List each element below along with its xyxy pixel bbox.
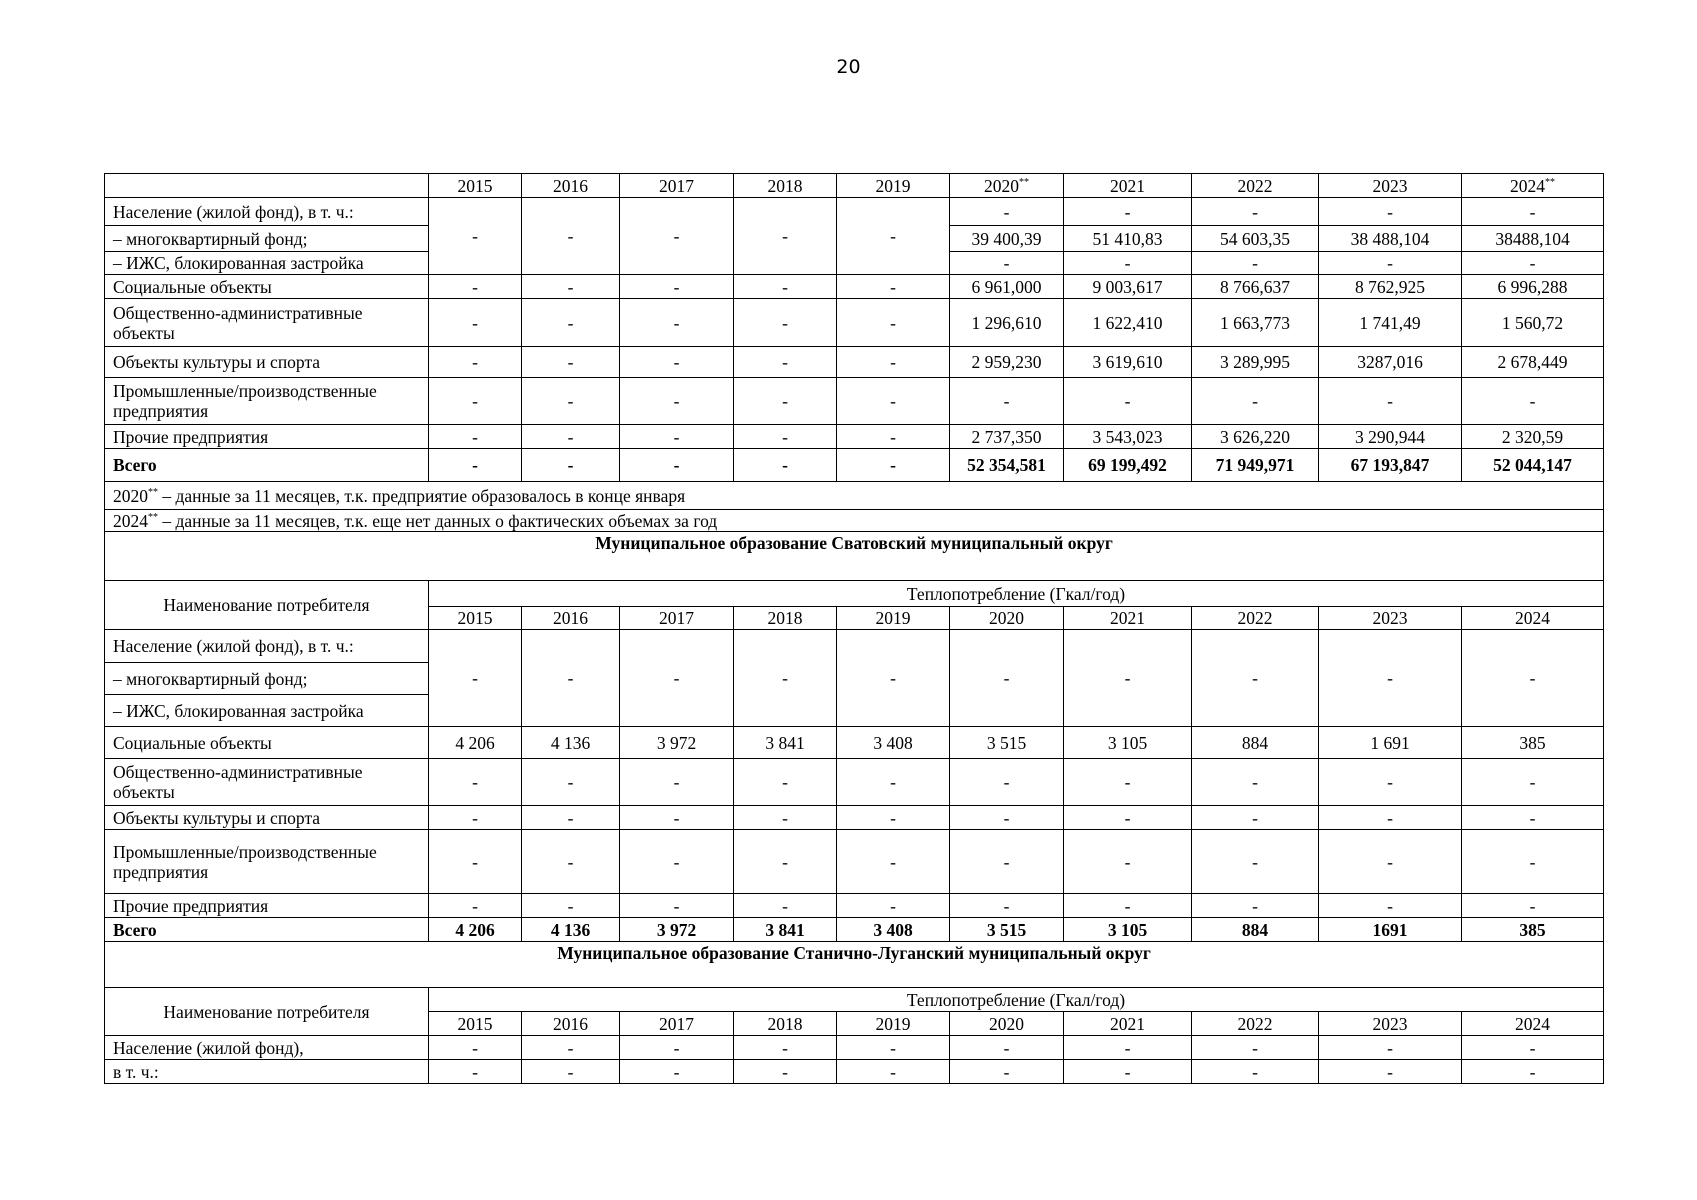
value-cell: - xyxy=(620,1036,734,1060)
value-cell: - xyxy=(620,299,734,347)
table-row xyxy=(105,299,1604,347)
value-cell: - xyxy=(950,1060,1064,1084)
footnote-marker: ** xyxy=(1545,176,1555,188)
value-cell: - xyxy=(734,198,837,275)
value-cell: - xyxy=(429,894,522,918)
value-cell: - xyxy=(620,449,734,482)
year-header xyxy=(1462,1012,1604,1036)
table-row xyxy=(105,830,1604,894)
year-header xyxy=(620,174,734,198)
year-label: 2016 xyxy=(553,1013,588,1034)
row-label: – многоквартирный фонд; xyxy=(105,226,429,252)
value-cell: 4 206 xyxy=(429,727,522,759)
value-cell: 52 044,147 xyxy=(1462,449,1604,482)
year-label: 2022 xyxy=(1237,1013,1273,1034)
value-cell: 38488,104 xyxy=(1462,226,1604,252)
value-cell: 1 296,610 xyxy=(950,299,1064,347)
value-cell: - xyxy=(837,806,950,830)
value-cell: - xyxy=(620,1060,734,1084)
value-cell: - xyxy=(1319,1036,1462,1060)
value-cell: 1 691 xyxy=(1319,727,1462,759)
value-cell: - xyxy=(1462,1060,1604,1084)
value-cell: - xyxy=(837,425,950,449)
value-cell: 38 488,104 xyxy=(1319,226,1462,252)
row-label: Объекты культуры и спорта xyxy=(105,806,429,830)
year-header xyxy=(1192,174,1319,198)
value-cell: - xyxy=(950,378,1064,425)
value-cell: - xyxy=(1064,198,1192,226)
value-cell: - xyxy=(429,1036,522,1060)
value-cell: 3 105 xyxy=(1064,727,1192,759)
value-cell: - xyxy=(429,806,522,830)
row-label: Население (жилой фонд), в т. ч.: xyxy=(105,630,429,663)
row-label: Социальные объекты xyxy=(105,727,429,759)
value-cell: 3 515 xyxy=(950,918,1064,942)
value-cell: - xyxy=(837,378,950,425)
value-cell: 4 206 xyxy=(429,918,522,942)
value-cell: - xyxy=(837,299,950,347)
value-cell: - xyxy=(620,378,734,425)
value-cell: 8 766,637 xyxy=(1192,275,1319,299)
year-header xyxy=(522,1012,620,1036)
year-label: 2019 xyxy=(875,608,911,628)
value-cell: - xyxy=(429,1060,522,1084)
value-cell: - xyxy=(1319,630,1462,727)
year-header xyxy=(1462,174,1604,198)
year-header xyxy=(1192,607,1319,630)
value-cell: - xyxy=(837,198,950,275)
value-cell: - xyxy=(837,449,950,482)
value-cell: 3 841 xyxy=(734,727,837,759)
year-label: 2022 xyxy=(1237,608,1273,628)
year-header xyxy=(950,607,1064,630)
value-cell: - xyxy=(1462,759,1604,806)
value-cell: - xyxy=(734,630,837,727)
value-cell: - xyxy=(522,299,620,347)
year-header xyxy=(620,1012,734,1036)
value-cell: - xyxy=(522,378,620,425)
row-label: в т. ч.: xyxy=(105,1060,429,1084)
table-row xyxy=(105,806,1604,830)
value-cell: - xyxy=(837,275,950,299)
value-cell: - xyxy=(1319,252,1462,275)
value-cell: - xyxy=(522,198,620,275)
value-cell: - xyxy=(429,299,522,347)
value-cell: 3 626,220 xyxy=(1192,425,1319,449)
table-row xyxy=(105,378,1604,425)
year-header xyxy=(1064,174,1192,198)
row-label: – ИЖС, блокированная застройка xyxy=(105,695,429,727)
value-cell: - xyxy=(1462,830,1604,894)
value-cell: - xyxy=(1192,378,1319,425)
section-title: Муниципальное образование Станично-Луганский муниципальный округ xyxy=(105,942,1604,988)
value-cell: - xyxy=(1192,806,1319,830)
year-header xyxy=(1319,1012,1462,1036)
value-cell: - xyxy=(1319,198,1462,226)
value-cell: - xyxy=(1064,759,1192,806)
value-cell: - xyxy=(429,425,522,449)
value-cell: - xyxy=(429,347,522,378)
header-row xyxy=(105,581,1604,607)
year-header xyxy=(950,1012,1064,1036)
value-cell: - xyxy=(1064,806,1192,830)
value-cell: - xyxy=(1319,378,1462,425)
row-label: Социальные объекты xyxy=(105,275,429,299)
year-header xyxy=(1192,1012,1319,1036)
value-cell: 2 959,230 xyxy=(950,347,1064,378)
value-cell: - xyxy=(522,1060,620,1084)
year-label: 2018 xyxy=(767,1013,803,1034)
row-label: Население (жилой фонд), в т. ч.: xyxy=(105,198,429,226)
row-label: Общественно-административные объекты xyxy=(105,759,429,806)
year-header xyxy=(950,174,1064,198)
value-cell: - xyxy=(734,275,837,299)
value-cell: - xyxy=(837,830,950,894)
value-cell: - xyxy=(837,630,950,727)
value-cell: - xyxy=(1192,1060,1319,1084)
value-cell: - xyxy=(950,830,1064,894)
value-cell: 4 136 xyxy=(522,727,620,759)
value-cell: 3 408 xyxy=(837,918,950,942)
value-cell: 1 560,72 xyxy=(1462,299,1604,347)
value-cell: 3 408 xyxy=(837,727,950,759)
year-header xyxy=(734,1012,837,1036)
value-cell: - xyxy=(734,425,837,449)
value-cell: - xyxy=(522,347,620,378)
year-header xyxy=(1319,607,1462,630)
value-cell: - xyxy=(522,449,620,482)
value-cell: 3 972 xyxy=(620,918,734,942)
value-cell: - xyxy=(1319,1060,1462,1084)
year-label: 2016 xyxy=(553,175,588,196)
value-cell: 884 xyxy=(1192,918,1319,942)
row-label: – ИЖС, блокированная застройка xyxy=(105,252,429,275)
value-cell: 1691 xyxy=(1319,918,1462,942)
value-cell: - xyxy=(734,830,837,894)
value-cell: - xyxy=(950,759,1064,806)
value-cell: - xyxy=(1462,252,1604,275)
value-cell: 3 515 xyxy=(950,727,1064,759)
value-cell: - xyxy=(1064,1036,1192,1060)
year-label: 2024 xyxy=(1510,175,1545,196)
section-title-row xyxy=(105,942,1604,988)
value-cell: - xyxy=(522,630,620,727)
footnote-marker: ** xyxy=(148,486,158,498)
value-cell: - xyxy=(734,449,837,482)
value-cell: - xyxy=(522,425,620,449)
table-row xyxy=(105,727,1604,759)
value-cell: 2 678,449 xyxy=(1462,347,1604,378)
year-label: 2020 xyxy=(984,175,1019,196)
year-header xyxy=(837,174,950,198)
value-cell: 52 354,581 xyxy=(950,449,1064,482)
value-cell: - xyxy=(1462,198,1604,226)
value-cell: 39 400,39 xyxy=(950,226,1064,252)
table-row xyxy=(105,759,1604,806)
value-cell: - xyxy=(734,347,837,378)
value-cell: - xyxy=(950,1036,1064,1060)
value-cell: 51 410,83 xyxy=(1064,226,1192,252)
value-cell: - xyxy=(429,275,522,299)
value-cell: - xyxy=(1064,830,1192,894)
footnote xyxy=(105,510,1604,532)
value-cell: - xyxy=(950,806,1064,830)
heat-header: Теплопотребление (Гкал/год) xyxy=(429,581,1604,607)
value-cell: - xyxy=(1192,252,1319,275)
value-cell: 1 741,49 xyxy=(1319,299,1462,347)
year-label: 2020 xyxy=(989,1013,1024,1034)
value-cell: 1 663,773 xyxy=(1192,299,1319,347)
value-cell: 71 949,971 xyxy=(1192,449,1319,482)
value-cell: 6 961,000 xyxy=(950,275,1064,299)
value-cell: - xyxy=(1462,806,1604,830)
value-cell: - xyxy=(620,630,734,727)
year-label: 2017 xyxy=(659,1013,694,1034)
year-header xyxy=(734,607,837,630)
value-cell: 2 320,59 xyxy=(1462,425,1604,449)
year-label: 2024 xyxy=(1515,608,1550,628)
value-cell: 385 xyxy=(1462,918,1604,942)
value-cell: 3 619,610 xyxy=(1064,347,1192,378)
header-row xyxy=(105,988,1604,1012)
value-cell: - xyxy=(1319,830,1462,894)
footnote-year: 2024 xyxy=(113,510,148,531)
row-label: Промышленные/производственные предприятия xyxy=(105,830,429,894)
footnote-marker: ** xyxy=(1019,176,1029,188)
value-cell: - xyxy=(837,347,950,378)
value-cell: - xyxy=(429,759,522,806)
table-body xyxy=(105,174,1604,1084)
year-label: 2022 xyxy=(1237,175,1273,196)
value-cell: - xyxy=(522,1036,620,1060)
value-cell: - xyxy=(837,894,950,918)
value-cell: - xyxy=(522,806,620,830)
heat-consumption-table xyxy=(104,173,1604,1084)
value-cell: - xyxy=(1064,1060,1192,1084)
value-cell: - xyxy=(620,275,734,299)
value-cell: - xyxy=(734,759,837,806)
consumer-header: Наименование потребителя xyxy=(105,988,429,1036)
corner-cell xyxy=(105,174,429,198)
year-label: 2021 xyxy=(1110,608,1145,628)
footnote-text: – данные за 11 месяцев, т.к. еще нет данных о фактических объемах за год xyxy=(158,510,718,531)
value-cell: - xyxy=(1192,830,1319,894)
value-cell: - xyxy=(429,378,522,425)
row-label: Всего xyxy=(105,449,429,482)
year-header xyxy=(734,174,837,198)
value-cell: - xyxy=(950,252,1064,275)
value-cell: - xyxy=(620,198,734,275)
value-cell: 54 603,35 xyxy=(1192,226,1319,252)
value-cell: 3 290,944 xyxy=(1319,425,1462,449)
year-header xyxy=(429,607,522,630)
value-cell: - xyxy=(620,806,734,830)
value-cell: 3287,016 xyxy=(1319,347,1462,378)
year-label: 2015 xyxy=(457,608,493,628)
value-cell: - xyxy=(1192,894,1319,918)
value-cell: - xyxy=(620,894,734,918)
value-cell: - xyxy=(1319,759,1462,806)
year-header xyxy=(1064,1012,1192,1036)
footnote xyxy=(105,482,1604,510)
value-cell: - xyxy=(522,894,620,918)
value-cell: - xyxy=(1064,252,1192,275)
table-row xyxy=(105,918,1604,942)
table-row xyxy=(105,1060,1604,1084)
year-header xyxy=(522,174,620,198)
year-label: 2019 xyxy=(875,175,911,196)
value-cell: - xyxy=(522,830,620,894)
value-cell: - xyxy=(1462,630,1604,727)
year-header xyxy=(429,174,522,198)
value-cell: - xyxy=(1192,759,1319,806)
value-cell: - xyxy=(1192,630,1319,727)
value-cell: - xyxy=(429,449,522,482)
value-cell: 385 xyxy=(1462,727,1604,759)
year-label: 2023 xyxy=(1372,608,1408,628)
value-cell: - xyxy=(1319,894,1462,918)
footnote-year: 2020 xyxy=(113,485,148,506)
value-cell: - xyxy=(522,275,620,299)
heat-header: Теплопотребление (Гкал/год) xyxy=(429,988,1604,1012)
row-label: Общественно-административные объекты xyxy=(105,299,429,347)
value-cell: - xyxy=(837,759,950,806)
year-label: 2021 xyxy=(1110,175,1145,196)
year-header xyxy=(522,607,620,630)
footnote-marker: ** xyxy=(148,511,158,523)
year-label: 2020 xyxy=(989,608,1024,628)
year-label: 2018 xyxy=(767,175,803,196)
year-header xyxy=(837,607,950,630)
value-cell: - xyxy=(1064,378,1192,425)
value-cell: - xyxy=(429,198,522,275)
value-cell: - xyxy=(620,347,734,378)
value-cell: - xyxy=(1462,894,1604,918)
row-label: Промышленные/производственные предприятия xyxy=(105,378,429,425)
table-row xyxy=(105,198,1604,226)
year-label: 2017 xyxy=(659,175,694,196)
consumer-header: Наименование потребителя xyxy=(105,581,429,630)
value-cell: - xyxy=(620,425,734,449)
year-header xyxy=(1064,607,1192,630)
table-row xyxy=(105,425,1604,449)
section-title: Муниципальное образование Сватовский муниципальный округ xyxy=(105,532,1604,581)
footnote-row xyxy=(105,482,1604,510)
row-label: – многоквартирный фонд; xyxy=(105,663,429,695)
row-label: Население (жилой фонд), xyxy=(105,1036,429,1060)
year-header xyxy=(1319,174,1462,198)
value-cell: 884 xyxy=(1192,727,1319,759)
value-cell: 2 737,350 xyxy=(950,425,1064,449)
value-cell: 8 762,925 xyxy=(1319,275,1462,299)
value-cell: 3 841 xyxy=(734,918,837,942)
table-row xyxy=(105,894,1604,918)
value-cell: - xyxy=(522,759,620,806)
year-label: 2023 xyxy=(1372,175,1408,196)
table-row xyxy=(105,630,1604,663)
value-cell: - xyxy=(429,630,522,727)
year-label: 2023 xyxy=(1372,1013,1408,1034)
value-cell: - xyxy=(950,198,1064,226)
year-label: 2015 xyxy=(457,175,493,196)
value-cell: - xyxy=(950,630,1064,727)
value-cell: 3 543,023 xyxy=(1064,425,1192,449)
value-cell: - xyxy=(950,894,1064,918)
row-label: Прочие предприятия xyxy=(105,894,429,918)
year-header xyxy=(837,1012,950,1036)
footnote-text: – данные за 11 месяцев, т.к. предприятие образовалось в конце января xyxy=(158,485,686,506)
value-cell: - xyxy=(837,1060,950,1084)
value-cell: - xyxy=(1462,1036,1604,1060)
footnote-row xyxy=(105,510,1604,532)
header-row xyxy=(105,174,1604,198)
value-cell: 3 289,995 xyxy=(1192,347,1319,378)
value-cell: 3 972 xyxy=(620,727,734,759)
value-cell: - xyxy=(837,1036,950,1060)
year-label: 2021 xyxy=(1110,1013,1145,1034)
value-cell: - xyxy=(734,894,837,918)
value-cell: - xyxy=(734,299,837,347)
value-cell: - xyxy=(1064,630,1192,727)
value-cell: - xyxy=(620,759,734,806)
table-row xyxy=(105,347,1604,378)
year-header xyxy=(620,607,734,630)
value-cell: 1 622,410 xyxy=(1064,299,1192,347)
year-label: 2015 xyxy=(457,1013,493,1034)
table-row xyxy=(105,1036,1604,1060)
value-cell: - xyxy=(734,1036,837,1060)
year-label: 2018 xyxy=(767,608,803,628)
page-number: 20 xyxy=(836,56,861,78)
value-cell: 69 199,492 xyxy=(1064,449,1192,482)
row-label: Прочие предприятия xyxy=(105,425,429,449)
row-label: Объекты культуры и спорта xyxy=(105,347,429,378)
section-title-row xyxy=(105,532,1604,581)
value-cell: - xyxy=(1462,378,1604,425)
value-cell: 3 105 xyxy=(1064,918,1192,942)
year-label: 2017 xyxy=(659,608,694,628)
value-cell: - xyxy=(734,806,837,830)
table-row xyxy=(105,449,1604,482)
value-cell: - xyxy=(734,378,837,425)
table-row xyxy=(105,275,1604,299)
year-header xyxy=(429,1012,522,1036)
value-cell: - xyxy=(1192,1036,1319,1060)
value-cell: 6 996,288 xyxy=(1462,275,1604,299)
year-label: 2024 xyxy=(1515,1013,1550,1034)
value-cell: 4 136 xyxy=(522,918,620,942)
value-cell: - xyxy=(1064,894,1192,918)
value-cell: - xyxy=(734,1060,837,1084)
row-label: Всего xyxy=(105,918,429,942)
value-cell: - xyxy=(1319,806,1462,830)
value-cell: - xyxy=(429,830,522,894)
year-label: 2019 xyxy=(875,1013,911,1034)
value-cell: - xyxy=(1192,198,1319,226)
year-header xyxy=(1462,607,1604,630)
value-cell: 9 003,617 xyxy=(1064,275,1192,299)
year-label: 2016 xyxy=(553,608,588,628)
value-cell: 67 193,847 xyxy=(1319,449,1462,482)
value-cell: - xyxy=(620,830,734,894)
